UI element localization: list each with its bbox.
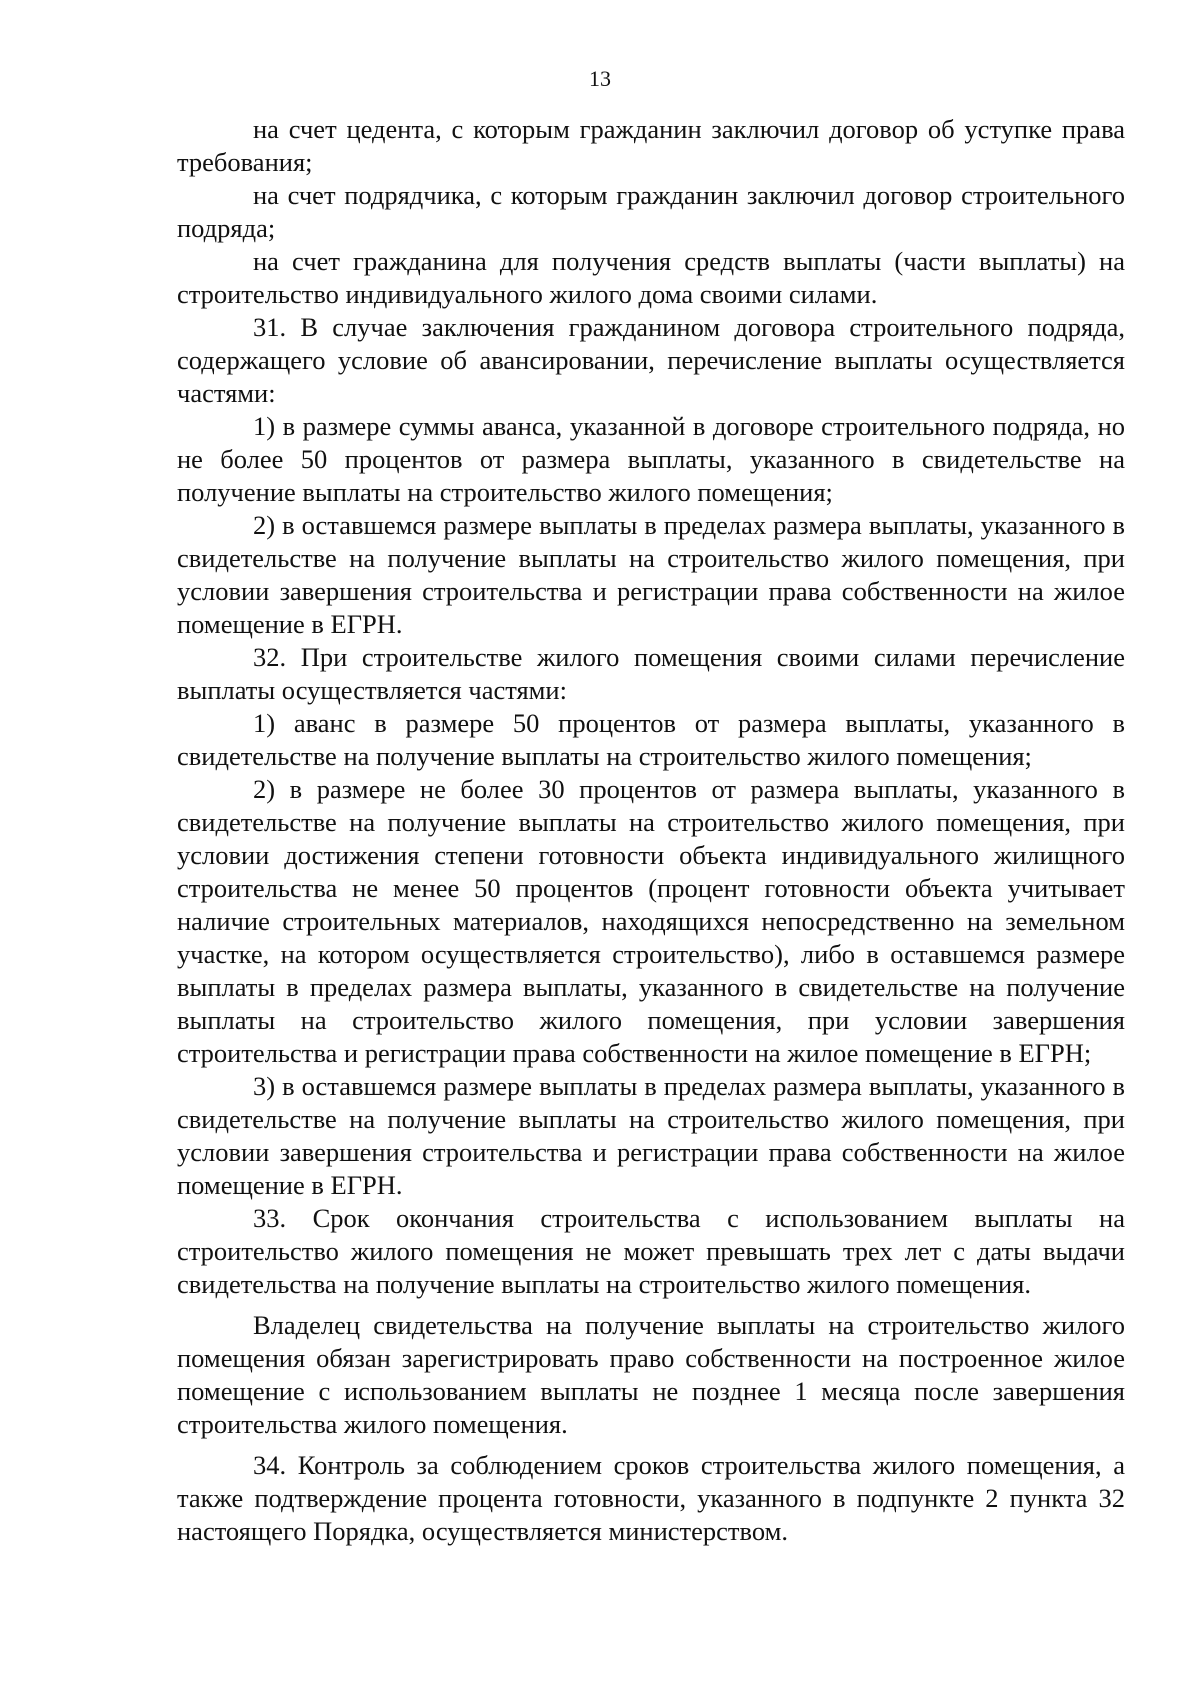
paragraph-clause-33: 33. Срок окончания строительства с использованием выплаты на строительство жилого помещения не может превышать трех лет с даты выдачи свидетельства на получение выплаты на строительство жилого помещения.: [177, 1203, 1125, 1299]
paragraph-owner-obligation: Владелец свидетельства на получение выплаты на строительство жилого помещения обязан зарегистрировать право собственности на построенное жилое помещение с использованием выплаты не позднее 1 месяца после завершения строительства жилого помещения.: [177, 1310, 1125, 1439]
paragraph-cedent-account: на счет цедента, с которым гражданин заключил договор об уступке права требования;: [177, 114, 1125, 177]
paragraph-clause-31-item-1: 1) в размере суммы аванса, указанной в договоре строительного подряда, но не более 50 процентов от размера выплаты, указанного в свидетельстве на получение выплаты на строительство жилого помещения;: [177, 411, 1125, 507]
document-body: [177, 113, 1125, 1548]
paragraph-clause-32: 32. При строительстве жилого помещения своими силами перечисление выплаты осуществляется частями:: [177, 642, 1125, 705]
paragraph-clause-32-item-3: 3) в оставшемся размере выплаты в пределах размера выплаты, указанного в свидетельстве на получение выплаты на строительство жилого помещения, при условии завершения строительства и регистрации права собственности на жилое помещение в ЕГРН.: [177, 1071, 1125, 1200]
paragraph-citizen-account: на счет гражданина для получения средств выплаты (части выплаты) на строительство индивидуального жилого дома своими силами.: [177, 246, 1125, 309]
paragraph-clause-32-item-1: 1) аванс в размере 50 процентов от размера выплаты, указанного в свидетельстве на получение выплаты на строительство жилого помещения;: [177, 708, 1125, 771]
paragraph-contractor-account: на счет подрядчика, с которым гражданин заключил договор строительного подряда;: [177, 180, 1125, 243]
page-number: 13: [589, 66, 611, 91]
paragraph-clause-32-item-2: 2) в размере не более 30 процентов от размера выплаты, указанного в свидетельстве на получение выплаты на строительство жилого помещения, при условии достижения степени готовности объекта индивидуального жилищного строительства не менее 50 процентов (процент готовности объекта учитывает наличие строительных материалов, находящихся непосредственно на земельном участке, на котором осуществляется строительство), либо в оставшемся размере выплаты в пределах размера выплаты, указанного в свидетельстве на получение выплаты на строительство жилого помещения, при условии завершения строительства и регистрации права собственности на жилое помещение в ЕГРН;: [177, 774, 1125, 1068]
paragraph-clause-34: 34. Контроль за соблюдением сроков строительства жилого помещения, а также подтверждение процента готовности, указанного в подпункте 2 пункта 32 настоящего Порядка, осуществляется министерством.: [177, 1450, 1125, 1546]
paragraph-clause-31-item-2: 2) в оставшемся размере выплаты в пределах размера выплаты, указанного в свидетельстве на получение выплаты на строительство жилого помещения, при условии завершения строительства и регистрации права собственности на жилое помещение в ЕГРН.: [177, 510, 1125, 639]
paragraph-clause-31: 31. В случае заключения гражданином договора строительного подряда, содержащего условие об авансировании, перечисление выплаты осуществляется частями:: [177, 312, 1125, 408]
